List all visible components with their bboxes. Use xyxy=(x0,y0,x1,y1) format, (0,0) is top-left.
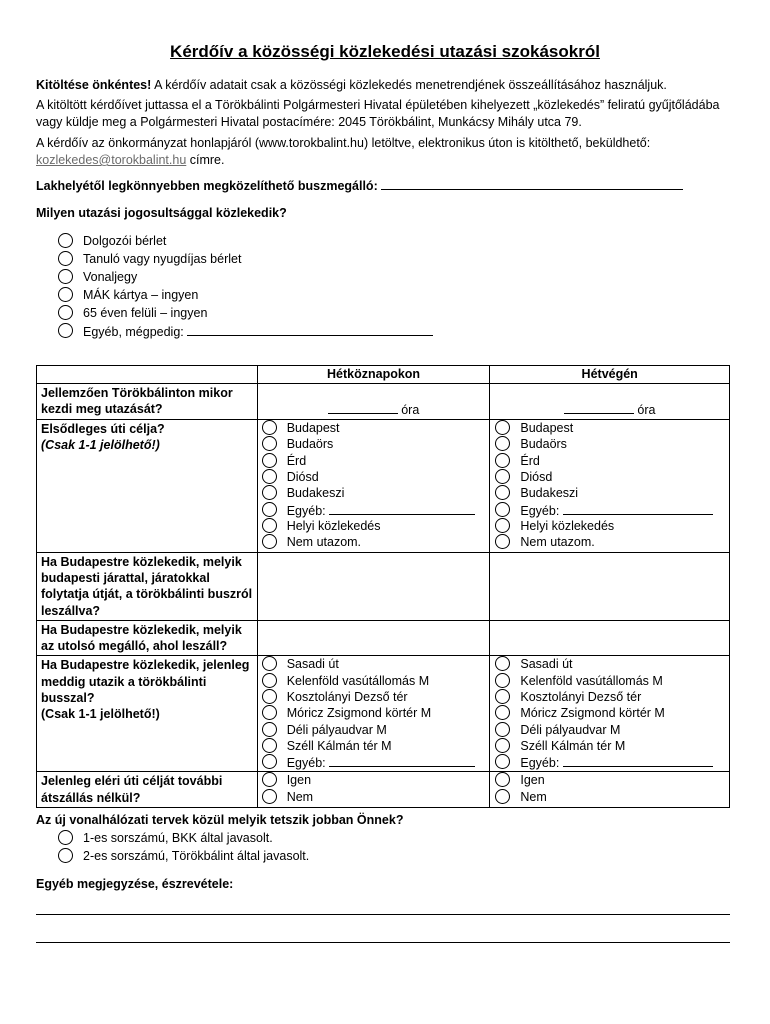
option-label: Móricz Zsigmond körtér M xyxy=(520,706,665,721)
option-label: Budapest xyxy=(520,421,574,435)
entitlement-question xyxy=(36,205,736,222)
option-label xyxy=(287,754,475,772)
option-label: MÁK kártya – ingyen xyxy=(83,288,199,302)
weekend-bus-to-cell xyxy=(490,656,730,772)
radio-circle-icon[interactable] xyxy=(262,534,277,549)
weekday-dest-other-line[interactable] xyxy=(329,502,475,515)
radio-circle-icon[interactable] xyxy=(262,722,277,737)
option-label: Kosztolányi Dezső tér xyxy=(286,690,408,704)
bus-stop-label: Lakhelyétől legkönnyebben megközelíthető buszmegálló: xyxy=(36,179,378,193)
radio-circle-icon[interactable] xyxy=(262,689,277,704)
radio-circle-icon[interactable] xyxy=(495,689,510,704)
option-label xyxy=(83,323,433,341)
weekend-transfer-answer[interactable] xyxy=(490,553,730,621)
table-row-destination xyxy=(37,420,730,553)
radio-circle-icon[interactable] xyxy=(495,436,510,451)
comments-line-2[interactable] xyxy=(36,942,730,943)
radio-circle-icon[interactable] xyxy=(495,705,510,720)
radio-circle-icon[interactable] xyxy=(262,502,277,517)
weekend-destination-cell xyxy=(490,420,730,553)
radio-circle-icon[interactable] xyxy=(58,233,73,248)
intro-para3-text: A kérdőív az önkormányzat honlapjáról (www.torokbalint.hu) letöltve, elektronikus úton is kitölthető, beküldhető: xyxy=(36,136,651,150)
intro-paragraph-1 xyxy=(36,77,736,94)
weekday-busto-other-line[interactable] xyxy=(329,754,475,767)
option-label-text: Egyéb, mégpedig: xyxy=(83,325,184,339)
bus-to-note: (Csak 1-1 jelölhető!) xyxy=(41,707,160,722)
bus-to-question-text: Ha Budapestre közlekedik, jelenleg meddig utazik a törökbálinti busszal? xyxy=(41,658,250,705)
destination-question xyxy=(37,420,258,553)
header-weekday: Hétköznapokon xyxy=(257,366,490,384)
intro-para3-end: címre. xyxy=(186,153,225,167)
entitlement-label: Milyen utazási jogosultsággal közlekedik? xyxy=(36,206,287,220)
weekend-start-cell xyxy=(490,384,730,420)
table-header-row xyxy=(37,366,730,384)
weekday-destination-cell xyxy=(257,420,490,553)
radio-circle-icon[interactable] xyxy=(262,485,277,500)
option-label: Budaörs xyxy=(520,437,567,452)
option-label: Vonaljegy xyxy=(83,270,138,284)
option-label: Déli pályaudvar M xyxy=(520,722,621,737)
radio-circle-icon[interactable] xyxy=(262,420,277,435)
option-label: Budapest xyxy=(286,421,340,435)
header-empty-cell xyxy=(37,366,258,384)
option-label: Széll Kálmán tér M xyxy=(520,738,626,753)
comments-line-1[interactable] xyxy=(36,914,730,915)
weekday-start-cell xyxy=(257,384,490,420)
radio-circle-icon[interactable] xyxy=(262,518,277,533)
weekday-direct-cell xyxy=(257,772,490,807)
radio-circle-icon[interactable] xyxy=(262,656,277,671)
radio-circle-icon[interactable] xyxy=(58,269,73,284)
radio-circle-icon[interactable] xyxy=(495,485,510,500)
comments-label: Egyéb megjegyzése, észrevétele: xyxy=(36,877,234,891)
network-label: Az új vonalhálózati tervek közül melyik tetszik jobban Önnek? xyxy=(36,813,404,827)
option-label: Dolgozói bérlet xyxy=(83,234,167,248)
weekday-transfer-answer[interactable] xyxy=(257,553,490,621)
option-label-text: Egyéb: xyxy=(286,756,326,771)
radio-circle-icon[interactable] xyxy=(262,453,277,468)
option-label: 2-es sorszámú, Törökbálint által javasolt. xyxy=(83,849,310,863)
weekend-busto-other-line[interactable] xyxy=(563,754,713,767)
radio-circle-icon[interactable] xyxy=(495,534,510,549)
bus-stop-answer-line[interactable] xyxy=(381,177,683,190)
destination-note: (Csak 1-1 jelölhető!) xyxy=(41,438,160,453)
hour-unit-label: óra xyxy=(637,403,656,417)
radio-circle-icon[interactable] xyxy=(495,502,510,517)
radio-circle-icon[interactable] xyxy=(262,673,277,688)
radio-circle-icon[interactable] xyxy=(262,754,277,769)
radio-circle-icon[interactable] xyxy=(262,469,277,484)
radio-circle-icon[interactable] xyxy=(262,789,277,804)
transfer-question: Ha Budapestre közlekedik, melyik budapesti járattal, járatokkal folytatja útját, a törökbálinti buszról leszállva? xyxy=(37,553,258,621)
option-label xyxy=(520,754,712,772)
option-label: Érd xyxy=(520,453,540,468)
option-label: Kosztolányi Dezső tér xyxy=(520,690,642,704)
last-stop-question: Ha Budapestre közlekedik, melyik az utolsó megálló, ahol leszáll? xyxy=(37,621,258,656)
radio-circle-icon[interactable] xyxy=(495,754,510,769)
radio-circle-icon[interactable] xyxy=(495,738,510,753)
other-entitlement-line[interactable] xyxy=(187,323,433,336)
email-link[interactable]: kozlekedes@torokbalint.hu xyxy=(36,153,187,167)
option-label: Budakeszi xyxy=(520,486,579,501)
radio-circle-icon[interactable] xyxy=(495,722,510,737)
option-label: Budaörs xyxy=(286,437,334,452)
table-row-bus-to xyxy=(37,656,730,772)
table-row-direct xyxy=(37,772,730,807)
intro-paragraph-2: A kitöltött kérdőívet juttassa el a Törökbálinti Polgármesteri Hivatal épületében kihelyezett „közlekedés” feliratú gyűjtőládába vagy küldje meg a Polgármesteri Hivatal postacímére: 2045 Törökbálint, Munkácsy Mihály utca 79. xyxy=(36,98,720,129)
travel-habits-table xyxy=(36,365,730,808)
option-label: Nem xyxy=(520,789,547,804)
option-label: Nem utazom. xyxy=(520,535,595,550)
radio-circle-icon[interactable] xyxy=(495,469,510,484)
option-label-text: Egyéb: xyxy=(520,756,560,771)
weekend-hour-line[interactable] xyxy=(564,401,634,414)
radio-circle-icon[interactable] xyxy=(58,251,73,266)
start-time-question: Jellemzően Törökbálinton mikor kezdi meg utazását? xyxy=(37,384,258,420)
option-label: Sasadi út xyxy=(520,657,573,672)
radio-circle-icon[interactable] xyxy=(262,705,277,720)
radio-circle-icon[interactable] xyxy=(495,420,510,435)
option-label xyxy=(520,502,712,520)
option-label-text: Egyéb: xyxy=(520,503,560,518)
page-title: Kérdőív a közösségi közlekedési utazási szokásokról xyxy=(170,42,600,61)
radio-circle-icon[interactable] xyxy=(495,453,510,468)
option-label: Helyi közlekedés xyxy=(520,518,615,533)
option-label-text: Egyéb: xyxy=(286,503,326,518)
radio-circle-icon[interactable] xyxy=(495,673,510,688)
option-label: Móricz Zsigmond körtér M xyxy=(286,706,432,721)
option-label: Déli pályaudvar M xyxy=(286,722,387,737)
option-label: Diósd xyxy=(520,469,553,484)
option-label: Nem xyxy=(286,789,314,804)
radio-circle-icon[interactable] xyxy=(495,518,510,533)
destination-question-text: Elsődleges úti célja? xyxy=(41,422,165,436)
weekday-last-stop-answer[interactable] xyxy=(257,621,490,656)
weekend-last-stop-answer[interactable] xyxy=(490,621,730,656)
table-row-start-time xyxy=(37,384,730,420)
intro-bold-lead: Kitöltése önkéntes! xyxy=(36,78,152,92)
intro-paragraph-3 xyxy=(36,135,726,169)
option-label: Igen xyxy=(286,773,312,788)
radio-circle-icon[interactable] xyxy=(262,772,277,787)
option-label: Sasadi út xyxy=(286,657,339,672)
direct-question: Jelenleg eléri úti célját további átszállás nélkül? xyxy=(37,772,258,807)
option-label: 65 éven felüli – ingyen xyxy=(83,306,208,320)
header-weekend: Hétvégén xyxy=(490,366,730,384)
weekend-dest-other-line[interactable] xyxy=(563,502,713,515)
radio-circle-icon[interactable] xyxy=(58,323,73,338)
option-label: Helyi közlekedés xyxy=(286,518,381,533)
option-label: Tanuló vagy nyugdíjas bérlet xyxy=(83,252,242,266)
bus-to-question xyxy=(37,656,258,772)
option-label: Nem utazom. xyxy=(286,535,362,550)
option-label: Diósd xyxy=(286,469,319,484)
hour-unit-label: óra xyxy=(401,403,420,417)
radio-circle-icon[interactable] xyxy=(262,436,277,451)
radio-circle-icon[interactable] xyxy=(495,656,510,671)
table-row-transfer xyxy=(37,553,730,621)
intro-line1-text: A kérdőív adatait csak a közösségi közlekedés menetrendjének összeállításához használjuk. xyxy=(151,78,667,92)
option-label xyxy=(287,502,475,520)
option-label: Budakeszi xyxy=(286,486,345,501)
radio-circle-icon[interactable] xyxy=(58,830,73,845)
network-question xyxy=(36,812,736,829)
weekday-bus-to-cell xyxy=(257,656,490,772)
option-label: Kelenföld vasútállomás M xyxy=(286,673,430,688)
option-label: Széll Kálmán tér M xyxy=(286,738,392,753)
option-label: 1-es sorszámú, BKK által javasolt. xyxy=(83,831,273,845)
table-row-last-stop xyxy=(37,621,730,656)
weekend-direct-cell xyxy=(490,772,730,807)
option-label: Kelenföld vasútállomás M xyxy=(520,673,663,688)
weekday-hour-line[interactable] xyxy=(328,401,398,414)
radio-circle-icon[interactable] xyxy=(58,305,73,320)
option-label: Érd xyxy=(286,453,307,468)
radio-circle-icon[interactable] xyxy=(495,772,510,787)
comments-question xyxy=(36,876,736,893)
option-label: Igen xyxy=(520,773,545,788)
radio-circle-icon[interactable] xyxy=(262,738,277,753)
bus-stop-question xyxy=(36,177,736,195)
radio-circle-icon[interactable] xyxy=(495,789,510,804)
radio-circle-icon[interactable] xyxy=(58,848,73,863)
radio-circle-icon[interactable] xyxy=(58,287,73,302)
